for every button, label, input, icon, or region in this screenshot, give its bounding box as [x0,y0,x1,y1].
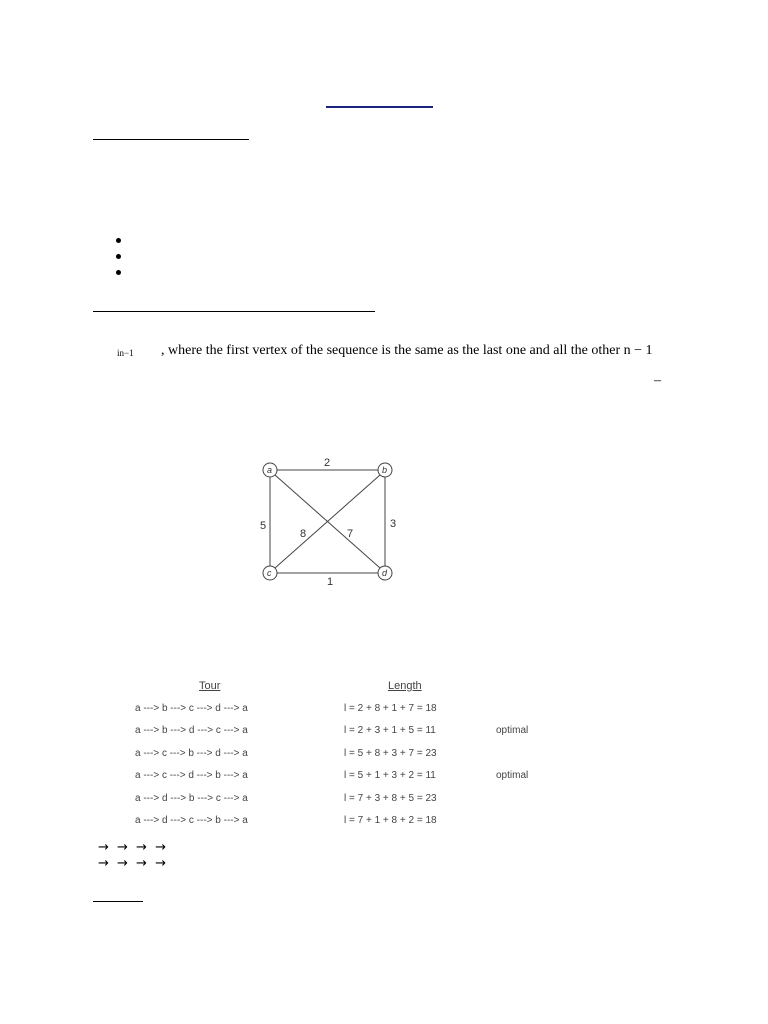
bullet-point [116,270,121,275]
tsp-graph [250,450,410,595]
node-label-c: c [267,568,272,578]
length-cell: l = 7 + 1 + 8 + 2 = 18 [344,815,437,826]
tour-cell: a ---> c ---> b ---> d ---> a [135,748,248,759]
bullet-point [116,238,121,243]
length-cell: l = 5 + 1 + 3 + 2 = 11 [344,770,436,781]
length-cell: l = 7 + 3 + 8 + 5 = 23 [344,793,437,804]
edge-weight-c-b: 8 [300,528,307,540]
bullet-point [116,254,121,259]
tour-column-header: Tour [199,680,221,692]
node-label-b: b [382,465,388,475]
edge-weight-a-c: 5 [260,520,267,532]
tour-cell: a ---> c ---> d ---> b ---> a [135,770,248,781]
optimal-note: optimal [496,725,529,736]
optimal-note: optimal [496,770,529,781]
paragraph-dash: – [654,373,661,388]
node-label-d: d [382,568,388,578]
section-heading-underline [93,139,249,140]
title-underline [326,106,433,108]
tour-cell: a ---> d ---> c ---> b ---> a [135,815,248,826]
paragraph-text: , where the first vertex of the sequence is the same as the last one and all the other n − 1 [161,343,653,358]
edge-weight-a-b: 2 [324,457,331,469]
length-column-header: Length [388,680,422,692]
tour-cell: a ---> d ---> b ---> c ---> a [135,793,248,804]
tour-cell: a ---> b ---> d ---> c ---> a [135,725,248,736]
edge-weight-b-d: 3 [390,518,397,530]
section-heading-underline [93,311,375,312]
edge-weight-a-d: 7 [347,528,354,540]
length-cell: l = 5 + 8 + 3 + 7 = 23 [344,748,437,759]
length-cell: l = 2 + 3 + 1 + 5 = 11 [344,725,436,736]
length-cell: l = 2 + 8 + 1 + 7 = 18 [344,703,437,714]
arrow-sequence: → → → → [98,840,168,855]
vertex-subscript: in−1 [117,348,134,358]
section-heading-underline [93,901,143,902]
node-label-a: a [267,465,273,475]
tour-cell: a ---> b ---> c ---> d ---> a [135,703,248,714]
arrow-sequence: → → → → [98,856,168,871]
edge-weight-c-d: 1 [327,576,334,588]
